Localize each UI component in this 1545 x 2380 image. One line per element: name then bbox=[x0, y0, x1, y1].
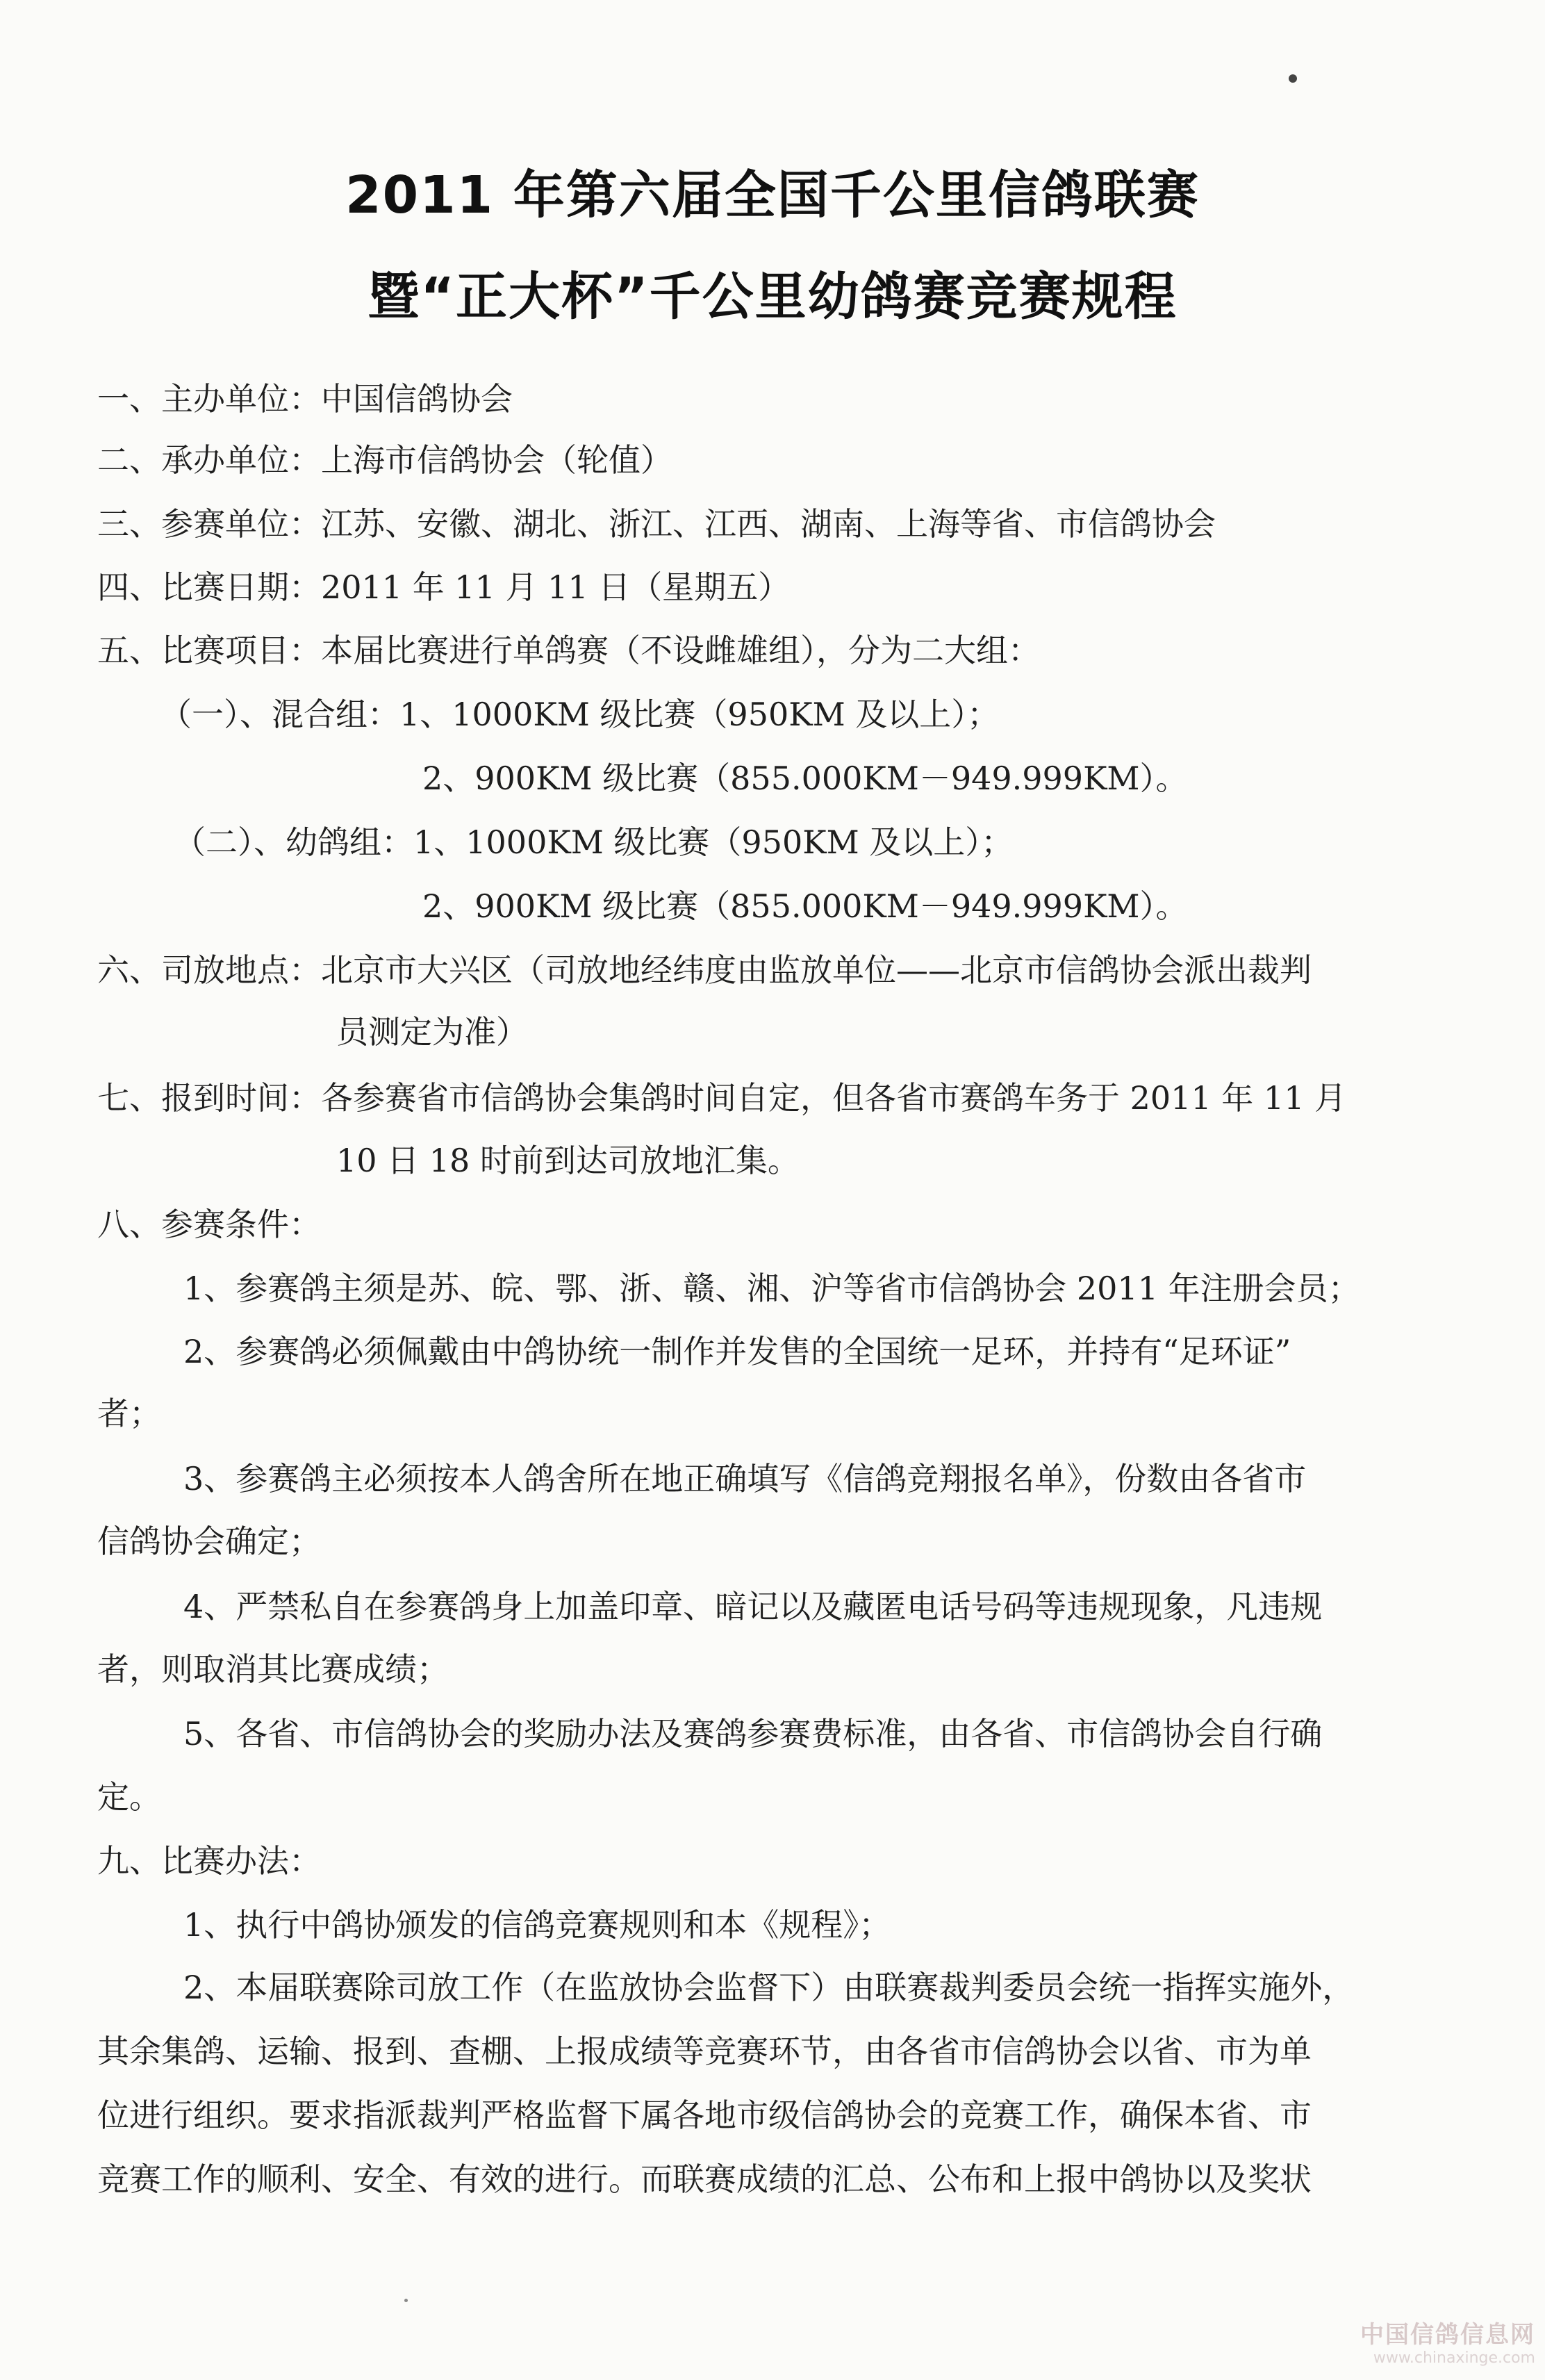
text-line: 2、900KM 级比赛（855.000KM－949.999KM）。 bbox=[422, 760, 1188, 797]
text-line: 10 日 18 时前到达司放地汇集。 bbox=[336, 1142, 800, 1179]
text-line: 2、900KM 级比赛（855.000KM－949.999KM）。 bbox=[422, 887, 1188, 925]
text-line: 者，则取消其比赛成绩； bbox=[97, 1650, 449, 1688]
text-line: 5、各省、市信鸽协会的奖励办法及赛鸽参赛费标准，由各省、市信鸽协会自行确 bbox=[183, 1715, 1323, 1753]
text-line: （二）、幼鸽组：1、1000KM 级比赛（950KM 及以上）； bbox=[174, 823, 1014, 861]
text-line: 定。 bbox=[97, 1778, 161, 1816]
text-line: 者； bbox=[97, 1395, 161, 1432]
text-line: （一）、混合组：1、1000KM 级比赛（950KM 及以上）； bbox=[160, 696, 1000, 733]
text-line: 其余集鸽、运输、报到、查棚、上报成绩等竞赛环节，由各省市信鸽协会以省、市为单 bbox=[97, 2033, 1312, 2070]
text-line: 九、比赛办法： bbox=[97, 1842, 321, 1880]
text-line: 七、报到时间：各参赛省市信鸽协会集鸽时间自定，但各省市赛鸽车务于 2011 年 11 月 bbox=[97, 1079, 1347, 1117]
scan-dot bbox=[1289, 74, 1297, 83]
text-line: 六、司放地点：北京市大兴区（司放地经纬度由监放单位——北京市信鸽协会派出裁判 bbox=[97, 951, 1312, 989]
text-line: 2、参赛鸽必须佩戴由中鸽协统一制作并发售的全国统一足环，并持有“足环证” bbox=[183, 1333, 1291, 1370]
scan-speck bbox=[404, 2299, 408, 2302]
text-line: 一、主办单位：中国信鸽协会 bbox=[97, 380, 513, 418]
text-line: 3、参赛鸽主必须按本人鸽舍所在地正确填写《信鸽竞翔报名单》，份数由各省市 bbox=[183, 1460, 1307, 1497]
document-title-line2: 暨“正大杯”千公里幼鸽赛竞赛规程 bbox=[367, 267, 1178, 327]
watermark-text: 中国信鸽信息网 bbox=[1360, 2321, 1535, 2349]
text-line: 2、本届联赛除司放工作（在监放协会监督下）由联赛裁判委员会统一指挥实施外， bbox=[183, 1969, 1355, 2006]
text-line: 四、比赛日期：2011 年 11 月 11 日（星期五） bbox=[97, 568, 791, 606]
text-line: 二、承办单位：上海市信鸽协会（轮值） bbox=[97, 441, 672, 479]
text-line: 位进行组织。要求指派裁判严格监督下属各地市级信鸽协会的竞赛工作，确保本省、市 bbox=[97, 2096, 1312, 2134]
watermark-url: www.chinaxinge.com bbox=[1373, 2349, 1535, 2367]
text-line: 信鸽协会确定； bbox=[97, 1523, 321, 1560]
document-title-line1: 2011 年第六届全国千公里信鸽联赛 bbox=[345, 165, 1200, 225]
text-line: 三、参赛单位：江苏、安徽、湖北、浙江、江西、湖南、上海等省、市信鸽协会 bbox=[97, 505, 1216, 543]
text-line: 1、参赛鸽主须是苏、皖、鄂、浙、赣、湘、沪等省市信鸽协会 2011 年注册会员； bbox=[183, 1270, 1360, 1307]
text-line: 4、严禁私自在参赛鸽身上加盖印章、暗记以及藏匿电话号码等违规现象，凡违规 bbox=[183, 1588, 1323, 1625]
text-line: 五、比赛项目：本届比赛进行单鸽赛（不设雌雄组），分为二大组： bbox=[97, 632, 1040, 669]
text-line: 八、参赛条件： bbox=[97, 1206, 321, 1243]
text-line: 竞赛工作的顺利、安全、有效的进行。而联赛成绩的汇总、公布和上报中鸽协以及奖状 bbox=[97, 2160, 1312, 2198]
text-line: 员测定为准） bbox=[336, 1013, 528, 1051]
site-watermark bbox=[1360, 2315, 1535, 2367]
text-line: 1、执行中鸽协颁发的信鸽竞赛规则和本《规程》； bbox=[183, 1906, 891, 1944]
